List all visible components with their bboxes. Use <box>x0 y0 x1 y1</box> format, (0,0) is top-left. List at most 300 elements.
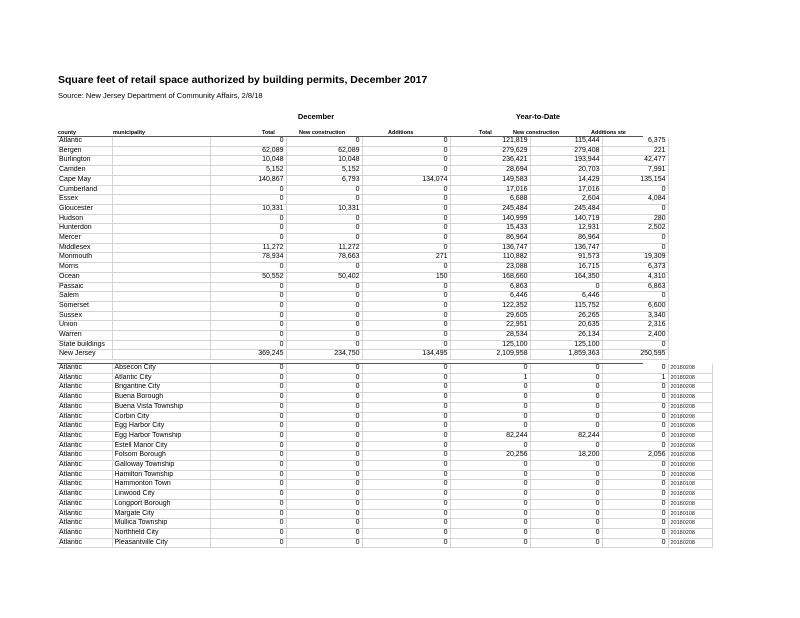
additions-cell: 0 <box>362 204 450 214</box>
additions-cell: 0 <box>362 490 450 500</box>
ytd-new-construction-cell: 164,350 <box>530 272 602 282</box>
municipality-cell: Brigantine City <box>112 383 210 393</box>
total-cell: 0 <box>210 402 286 412</box>
ytd-new-construction-cell: 91,573 <box>530 253 602 263</box>
ytd-total-cell: 6,446 <box>450 292 530 302</box>
code-cell: 20180208 <box>668 470 712 480</box>
municipality-cell: Folsom Borough <box>112 451 210 461</box>
ytd-additions-cell: 0 <box>602 528 668 538</box>
ytd-new-construction-cell: 0 <box>530 480 602 490</box>
additions-cell: 0 <box>362 373 450 383</box>
code-cell: 20180208 <box>668 402 712 412</box>
ytd-total-cell: 279,629 <box>450 146 530 156</box>
municipality-cell: Hammonton Town <box>112 480 210 490</box>
county-cell: Camden <box>57 166 112 176</box>
additions-cell: 0 <box>362 451 450 461</box>
new-construction-cell: 0 <box>286 461 362 471</box>
total-cell: 62,089 <box>210 146 286 156</box>
county-row <box>57 321 668 331</box>
total-cell: 0 <box>210 499 286 509</box>
ytd-total-cell: 0 <box>450 461 530 471</box>
municipality-cell: Longport Borough <box>112 499 210 509</box>
ytd-new-construction-cell: 20,703 <box>530 166 602 176</box>
additions-cell: 134,495 <box>362 350 450 360</box>
ytd-new-construction-cell: 0 <box>530 538 602 548</box>
ytd-total-cell: 17,016 <box>450 185 530 195</box>
county-row <box>57 243 668 253</box>
col-header-additions: Additions <box>388 130 414 136</box>
municipality-cell: Egg Harbor Township <box>112 431 210 441</box>
total-cell: 10,048 <box>210 156 286 166</box>
county-row <box>57 253 668 263</box>
new-construction-cell: 0 <box>286 519 362 529</box>
county-row <box>57 311 668 321</box>
ytd-total-cell: 20,256 <box>450 451 530 461</box>
county-row <box>57 301 668 311</box>
col-header-ytd-total: Total <box>479 130 492 136</box>
ytd-additions-cell: 6,373 <box>602 263 668 273</box>
municipality-cell <box>112 224 210 234</box>
total-cell: 0 <box>210 214 286 224</box>
total-cell: 0 <box>210 311 286 321</box>
additions-cell: 0 <box>362 480 450 490</box>
county-cell: Gloucester <box>57 204 112 214</box>
total-cell: 5,152 <box>210 166 286 176</box>
municipality-cell: Mullica Township <box>112 519 210 529</box>
new-construction-cell: 0 <box>286 402 362 412</box>
ytd-additions-cell: 4,310 <box>602 272 668 282</box>
new-construction-cell: 62,089 <box>286 146 362 156</box>
col-header-total: Total <box>262 130 275 136</box>
ytd-new-construction-cell: 0 <box>530 499 602 509</box>
county-row <box>57 263 668 273</box>
report-title: Square feet of retail space authorized by building permits, December 2017 <box>58 74 428 86</box>
ytd-additions-cell: 7,991 <box>602 166 668 176</box>
new-construction-cell: 10,048 <box>286 156 362 166</box>
county-row <box>57 146 668 156</box>
new-construction-cell: 0 <box>286 214 362 224</box>
additions-cell: 150 <box>362 272 450 282</box>
county-cell: Atlantic <box>57 393 112 403</box>
col-header-new-construction: New construction <box>299 130 346 136</box>
municipality-cell <box>112 185 210 195</box>
additions-cell: 0 <box>362 470 450 480</box>
total-cell: 0 <box>210 538 286 548</box>
ytd-additions-cell: 0 <box>602 412 668 422</box>
ytd-new-construction-cell: 0 <box>530 383 602 393</box>
municipality-row <box>57 422 712 432</box>
county-row <box>57 350 668 360</box>
additions-cell: 0 <box>362 412 450 422</box>
ytd-new-construction-cell: 0 <box>530 528 602 538</box>
county-cell: Monmouth <box>57 253 112 263</box>
municipality-cell: Estell Manor City <box>112 441 210 451</box>
total-cell: 78,934 <box>210 253 286 263</box>
municipality-cell: Buena Vista Township <box>112 402 210 412</box>
ytd-total-cell: 29,605 <box>450 311 530 321</box>
new-construction-cell: 0 <box>286 234 362 244</box>
municipality-cell <box>112 214 210 224</box>
municipality-cell <box>112 234 210 244</box>
county-cell: Passaic <box>57 282 112 292</box>
municipality-row <box>57 441 712 451</box>
new-construction-cell: 0 <box>286 470 362 480</box>
ytd-new-construction-cell: 20,635 <box>530 321 602 331</box>
ytd-total-cell: 121,819 <box>450 137 530 146</box>
ytd-total-cell: 0 <box>450 422 530 432</box>
county-row <box>57 166 668 176</box>
county-cell: Cumberland <box>57 185 112 195</box>
ytd-new-construction-cell: 140,719 <box>530 214 602 224</box>
ytd-new-construction-cell: 0 <box>530 470 602 480</box>
county-row <box>57 234 668 244</box>
total-cell: 0 <box>210 331 286 341</box>
municipality-cell <box>112 321 210 331</box>
ytd-additions-cell: 19,309 <box>602 253 668 263</box>
ytd-total-cell: 110,882 <box>450 253 530 263</box>
ytd-additions-cell: 0 <box>602 538 668 548</box>
additions-cell: 0 <box>362 301 450 311</box>
ytd-additions-cell: 2,502 <box>602 224 668 234</box>
ytd-total-cell: 168,660 <box>450 272 530 282</box>
additions-cell: 0 <box>362 528 450 538</box>
municipality-cell: Pleasantville City <box>112 538 210 548</box>
ytd-additions-cell: 2,316 <box>602 321 668 331</box>
ytd-total-cell: 125,100 <box>450 340 530 350</box>
municipality-cell <box>112 311 210 321</box>
ytd-additions-cell: 0 <box>602 422 668 432</box>
county-row <box>57 272 668 282</box>
ytd-new-construction-cell: 0 <box>530 282 602 292</box>
new-construction-cell: 11,272 <box>286 243 362 253</box>
ytd-new-construction-cell: 86,964 <box>530 234 602 244</box>
county-cell: Cape May <box>57 175 112 185</box>
new-construction-cell: 0 <box>286 331 362 341</box>
code-cell: 20180208 <box>668 412 712 422</box>
new-construction-cell: 0 <box>286 224 362 234</box>
ytd-new-construction-cell: 193,944 <box>530 156 602 166</box>
ytd-group-header: Year-to-Date <box>515 112 561 121</box>
code-cell: 20180108 <box>668 509 712 519</box>
county-row <box>57 156 668 166</box>
total-cell: 11,272 <box>210 243 286 253</box>
ytd-additions-cell: 0 <box>602 480 668 490</box>
total-cell: 0 <box>210 383 286 393</box>
additions-cell: 0 <box>362 282 450 292</box>
additions-cell: 0 <box>362 519 450 529</box>
total-cell: 0 <box>210 263 286 273</box>
municipality-row <box>57 402 712 412</box>
municipality-cell: Egg Harbor City <box>112 422 210 432</box>
new-construction-cell: 0 <box>286 282 362 292</box>
municipality-row <box>57 461 712 471</box>
total-cell: 0 <box>210 480 286 490</box>
total-cell: 0 <box>210 234 286 244</box>
total-cell: 0 <box>210 461 286 471</box>
ytd-total-cell: 6,688 <box>450 195 530 205</box>
december-group-header: December <box>297 112 335 121</box>
ytd-additions-cell: 1 <box>602 373 668 383</box>
ytd-additions-cell: 0 <box>602 234 668 244</box>
municipality-cell <box>112 292 210 302</box>
ytd-new-construction-cell: 0 <box>530 412 602 422</box>
ytd-new-construction-cell: 1,859,363 <box>530 350 602 360</box>
ytd-additions-cell: 0 <box>602 292 668 302</box>
county-cell: Atlantic <box>57 137 112 146</box>
ytd-new-construction-cell: 115,444 <box>530 137 602 146</box>
additions-cell: 0 <box>362 431 450 441</box>
municipality-cell <box>112 146 210 156</box>
new-construction-cell: 0 <box>286 321 362 331</box>
total-cell: 0 <box>210 340 286 350</box>
municipality-row <box>57 519 712 529</box>
county-cell: Hudson <box>57 214 112 224</box>
ytd-total-cell: 28,534 <box>450 331 530 341</box>
ytd-new-construction-cell: 0 <box>530 364 602 373</box>
municipality-cell <box>112 204 210 214</box>
municipality-cell <box>112 243 210 253</box>
ytd-new-construction-cell: 6,446 <box>530 292 602 302</box>
additions-cell: 0 <box>362 538 450 548</box>
additions-cell: 0 <box>362 243 450 253</box>
county-cell: Atlantic <box>57 528 112 538</box>
additions-cell: 0 <box>362 311 450 321</box>
ytd-total-cell: 0 <box>450 470 530 480</box>
ytd-new-construction-cell: 0 <box>530 519 602 529</box>
total-cell: 0 <box>210 528 286 538</box>
county-cell: Hunterdon <box>57 224 112 234</box>
ytd-additions-cell: 0 <box>602 243 668 253</box>
county-cell: Ocean <box>57 272 112 282</box>
county-cell: New Jersey <box>57 350 112 360</box>
additions-cell: 0 <box>362 402 450 412</box>
ytd-total-cell: 140,999 <box>450 214 530 224</box>
municipality-row <box>57 373 712 383</box>
ytd-total-cell: 0 <box>450 528 530 538</box>
county-summary-table <box>57 137 669 360</box>
county-cell: Atlantic <box>57 422 112 432</box>
total-cell: 0 <box>210 509 286 519</box>
new-construction-cell: 0 <box>286 301 362 311</box>
ytd-new-construction-cell: 2,604 <box>530 195 602 205</box>
municipality-cell: Atlantic City <box>112 373 210 383</box>
municipality-cell <box>112 301 210 311</box>
ytd-additions-cell: 221 <box>602 146 668 156</box>
municipality-row <box>57 528 712 538</box>
county-cell: Atlantic <box>57 480 112 490</box>
ytd-additions-cell: 0 <box>602 461 668 471</box>
ytd-new-construction-cell: 26,134 <box>530 331 602 341</box>
total-cell: 0 <box>210 412 286 422</box>
county-cell: Atlantic <box>57 461 112 471</box>
county-cell: Essex <box>57 195 112 205</box>
ytd-additions-cell: 0 <box>602 431 668 441</box>
additions-cell: 0 <box>362 499 450 509</box>
ytd-new-construction-cell: 14,429 <box>530 175 602 185</box>
municipality-cell: Margate City <box>112 509 210 519</box>
additions-cell: 0 <box>362 263 450 273</box>
ytd-total-cell: 0 <box>450 499 530 509</box>
ytd-additions-cell: 42,477 <box>602 156 668 166</box>
ytd-additions-cell: 0 <box>602 402 668 412</box>
ytd-new-construction-cell: 0 <box>530 422 602 432</box>
additions-cell: 134,074 <box>362 175 450 185</box>
code-cell: 20180208 <box>668 451 712 461</box>
municipality-cell: Galloway Township <box>112 461 210 471</box>
ytd-new-construction-cell: 136,747 <box>530 243 602 253</box>
county-cell: Atlantic <box>57 364 112 373</box>
municipality-row <box>57 538 712 548</box>
municipality-row <box>57 470 712 480</box>
ytd-total-cell: 0 <box>450 402 530 412</box>
code-cell: 20180208 <box>668 393 712 403</box>
ytd-additions-cell: 0 <box>602 519 668 529</box>
county-cell: Atlantic <box>57 383 112 393</box>
ytd-total-cell: 0 <box>450 538 530 548</box>
county-cell: Middlesex <box>57 243 112 253</box>
code-cell: 20180208 <box>668 431 712 441</box>
municipality-cell: Hamilton Township <box>112 470 210 480</box>
ytd-new-construction-cell: 0 <box>530 509 602 519</box>
county-row <box>57 175 668 185</box>
ytd-additions-cell: 2,056 <box>602 451 668 461</box>
new-construction-cell: 0 <box>286 451 362 461</box>
ytd-new-construction-cell: 125,100 <box>530 340 602 350</box>
ytd-total-cell: 82,244 <box>450 431 530 441</box>
county-row <box>57 292 668 302</box>
ytd-additions-cell: 0 <box>602 364 668 373</box>
ytd-total-cell: 0 <box>450 480 530 490</box>
total-cell: 0 <box>210 470 286 480</box>
new-construction-cell: 0 <box>286 311 362 321</box>
ytd-additions-cell: 0 <box>602 185 668 195</box>
total-cell: 0 <box>210 441 286 451</box>
county-cell: Atlantic <box>57 509 112 519</box>
county-cell: Morris <box>57 263 112 273</box>
additions-cell: 0 <box>362 331 450 341</box>
additions-cell: 0 <box>362 393 450 403</box>
new-construction-cell: 0 <box>286 364 362 373</box>
county-cell: Bergen <box>57 146 112 156</box>
municipality-cell <box>112 175 210 185</box>
municipality-cell <box>112 263 210 273</box>
ytd-total-cell: 0 <box>450 519 530 529</box>
new-construction-cell: 0 <box>286 263 362 273</box>
new-construction-cell: 0 <box>286 499 362 509</box>
total-cell: 0 <box>210 393 286 403</box>
additions-cell: 0 <box>362 146 450 156</box>
additions-cell: 0 <box>362 441 450 451</box>
total-cell: 0 <box>210 282 286 292</box>
additions-cell: 0 <box>362 509 450 519</box>
county-cell: State buildings <box>57 340 112 350</box>
total-cell: 0 <box>210 224 286 234</box>
new-construction-cell: 6,793 <box>286 175 362 185</box>
ytd-additions-cell: 0 <box>602 509 668 519</box>
municipality-detail-table <box>57 364 713 548</box>
total-cell: 0 <box>210 185 286 195</box>
ytd-total-cell: 0 <box>450 412 530 422</box>
ytd-total-cell: 86,964 <box>450 234 530 244</box>
ytd-additions-cell: 4,084 <box>602 195 668 205</box>
municipality-cell: Northfield City <box>112 528 210 538</box>
total-cell: 0 <box>210 490 286 500</box>
ytd-additions-cell: 0 <box>602 383 668 393</box>
total-cell: 0 <box>210 519 286 529</box>
ytd-total-cell: 0 <box>450 490 530 500</box>
new-construction-cell: 0 <box>286 538 362 548</box>
additions-cell: 0 <box>362 340 450 350</box>
new-construction-cell: 0 <box>286 292 362 302</box>
ytd-additions-cell: 6,600 <box>602 301 668 311</box>
new-construction-cell: 234,750 <box>286 350 362 360</box>
total-cell: 0 <box>210 422 286 432</box>
county-row <box>57 331 668 341</box>
col-header-ytd-additions: Additions ste <box>591 130 626 136</box>
additions-cell: 0 <box>362 195 450 205</box>
county-cell: Sussex <box>57 311 112 321</box>
ytd-additions-cell: 6,375 <box>602 137 668 146</box>
ytd-total-cell: 0 <box>450 441 530 451</box>
ytd-new-construction-cell: 17,016 <box>530 185 602 195</box>
ytd-additions-cell: 3,340 <box>602 311 668 321</box>
total-cell: 0 <box>210 431 286 441</box>
code-cell: 20180208 <box>668 461 712 471</box>
new-construction-cell: 0 <box>286 340 362 350</box>
ytd-total-cell: 6,863 <box>450 282 530 292</box>
new-construction-cell: 0 <box>286 185 362 195</box>
ytd-additions-cell: 135,154 <box>602 175 668 185</box>
municipality-cell <box>112 166 210 176</box>
municipality-row <box>57 393 712 403</box>
municipality-cell <box>112 350 210 360</box>
county-row <box>57 204 668 214</box>
additions-cell: 0 <box>362 364 450 373</box>
ytd-additions-cell: 2,400 <box>602 331 668 341</box>
ytd-additions-cell: 280 <box>602 214 668 224</box>
municipality-row <box>57 431 712 441</box>
ytd-total-cell: 136,747 <box>450 243 530 253</box>
total-cell: 50,552 <box>210 272 286 282</box>
municipality-row <box>57 412 712 422</box>
county-cell: Atlantic <box>57 451 112 461</box>
code-cell: 20180208 <box>668 364 712 373</box>
county-row <box>57 224 668 234</box>
municipality-cell <box>112 156 210 166</box>
ytd-new-construction-cell: 82,244 <box>530 431 602 441</box>
additions-cell: 0 <box>362 461 450 471</box>
ytd-new-construction-cell: 0 <box>530 490 602 500</box>
county-cell: Union <box>57 321 112 331</box>
ytd-new-construction-cell: 0 <box>530 441 602 451</box>
new-construction-cell: 10,331 <box>286 204 362 214</box>
new-construction-cell: 5,152 <box>286 166 362 176</box>
ytd-new-construction-cell: 0 <box>530 461 602 471</box>
municipality-row <box>57 451 712 461</box>
county-cell: Atlantic <box>57 519 112 529</box>
additions-cell: 0 <box>362 422 450 432</box>
total-cell: 0 <box>210 451 286 461</box>
ytd-total-cell: 23,088 <box>450 263 530 273</box>
total-cell: 0 <box>210 321 286 331</box>
county-cell: Somerset <box>57 301 112 311</box>
additions-cell: 0 <box>362 166 450 176</box>
county-cell: Atlantic <box>57 431 112 441</box>
municipality-cell: Linwood City <box>112 490 210 500</box>
ytd-new-construction-cell: 16,715 <box>530 263 602 273</box>
additions-cell: 0 <box>362 292 450 302</box>
county-cell: Warren <box>57 331 112 341</box>
